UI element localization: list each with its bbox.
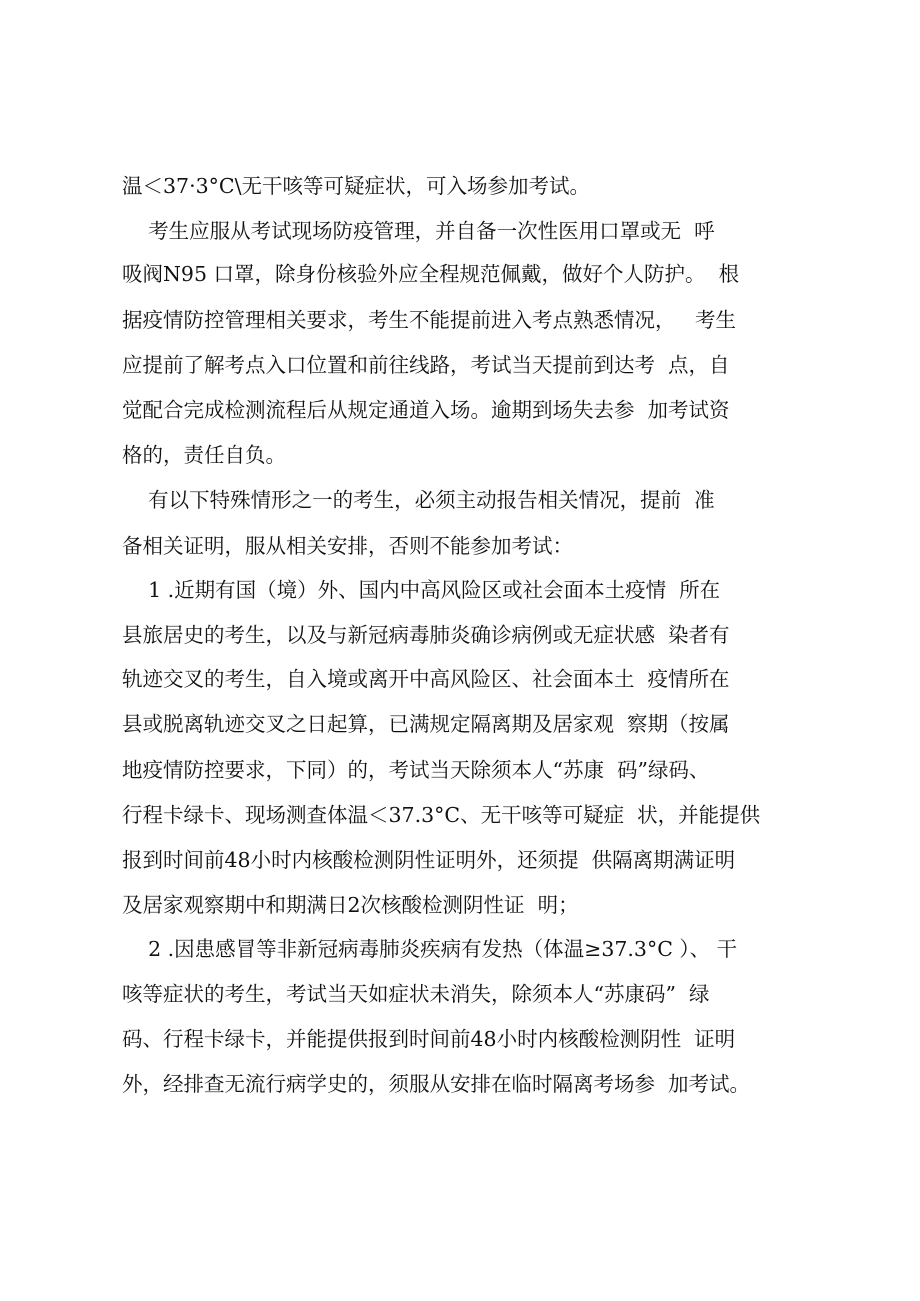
text-line: 县旅居史的考生，以及与新冠病毒肺炎确诊病例或无症状感 染者有 [122,623,730,647]
text-line: 格的，责任自负。 [122,443,286,467]
text-line: 地疫情防控要求，下同）的，考试当天除须本人“苏康 码”绿码、 [122,758,710,782]
text-line: 吸阀N95 口罩，除身份核验外应全程规范佩戴，做好个人防护。 根 [122,262,740,286]
text-line: 码、行程卡绿卡，并能提供报到时间前48小时内核酸检测阴性 证明 [122,1027,736,1051]
text-line: 行程卡绿卡、现场测查体温＜37.3°C、无干咳等可疑症 状，并能提供 [122,803,761,827]
text-line: 应提前了解考点入口位置和前往线路，考试当天提前到达考 点，自 [122,353,730,377]
text-line: 咳等症状的考生，考试当天如症状未消失，除须本人“苏康码” 绿 [122,982,710,1006]
text-line: 1 .近期有国（境）外、国内中高风险区或社会面本土疫情 所在 [122,578,721,602]
text-line: 考生应服从考试现场防疫管理，并自备一次性医用口罩或无 呼 [122,219,715,243]
text-line: 轨迹交叉的考生，自入境或离开中高风险区、社会面本土 疫情所在 [122,667,730,691]
text-line: 报到时间前48小时内核酸检测阴性证明外，还须提 供隔离期满证明 [122,848,736,872]
text-line: 2 .因患感冒等非新冠病毒肺炎疾病有发热（体温≥37.3°C ）、 干 [122,937,738,961]
text-line: 外，经排查无流行病学史的，须服从安排在临时隔离考场参 加考试。 [122,1072,751,1096]
text-line: 温＜37·3°C\无干咳等可疑症状，可入场参加考试。 [122,174,590,198]
text-line: 及居家观察期中和期满日2次核酸检测阴性证 明； [122,893,579,917]
text-line: 备相关证明，服从相关安排，否则不能参加考试： [122,534,573,558]
text-line: 县或脱离轨迹交叉之日起算，已满规定隔离期及居家观 察期（按属 [122,712,730,736]
text-line: 有以下特殊情形之一的考生，必须主动报告相关情况，提前 准 [122,488,715,512]
text-line: 据疫情防控管理相关要求，考生不能提前进入考点熟悉情况， 考生 [122,308,737,332]
text-line: 觉配合完成检测流程后从规定通道入场。逾期到场失去参 加考试资 [122,398,730,422]
